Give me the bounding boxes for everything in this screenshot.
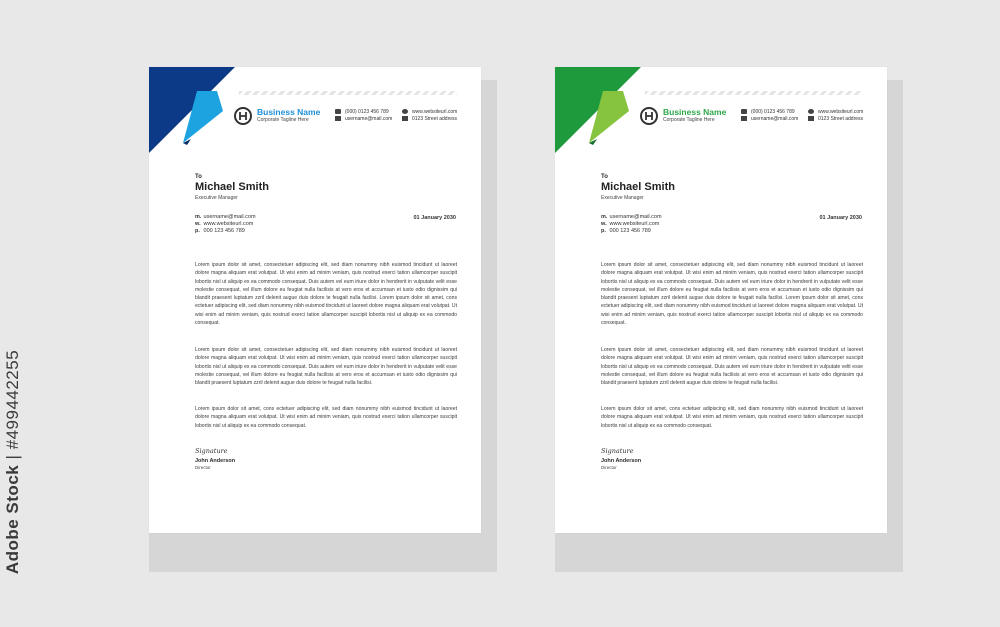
to-label: To xyxy=(195,174,202,180)
header-phone: (000) 0123 456 789 xyxy=(335,109,389,115)
body-paragraph: Lorem ipsum dolor sit amet, consectetuer adipiscing elit, sed diam nonummy nibh euismod tincidunt ut laoreet dolore magna aliquam erat volutpat. Ut wisi enim ad minim veniam, quis nostrud exerci tation ullamcorper suscipit lobortis nisl ut aliquip ex ea commodo consequat. Duis autem vel eum iriure dolor in hendrerit in vulputate velit esse molestie consequat, vel illum dolore eu feugiat nulla facilisis at vero eros et accumsan et iusto odio dignissim qui blandit praesent luptatum zzril delenit augue duis dolore te feugait nulla facilisi. xyxy=(601,347,863,387)
mail-icon xyxy=(741,116,747,121)
letterhead-page-blue xyxy=(149,67,481,533)
letterhead-page-green xyxy=(555,67,887,533)
business-tagline: Corporate Tagline Here xyxy=(257,117,309,123)
recipient-website: w. www.websiteurl.com xyxy=(195,221,254,227)
recipient-email: m. username@mail.com xyxy=(195,214,256,220)
to-label: To xyxy=(601,174,608,180)
header-email: username@mail.com xyxy=(335,116,392,122)
header-stripe xyxy=(239,91,457,95)
company-logo-icon xyxy=(234,107,252,125)
recipient-title: Executive Manager xyxy=(195,195,238,201)
business-name: Business Name xyxy=(257,107,321,117)
phone-icon xyxy=(335,109,341,114)
signer-title: Director xyxy=(601,465,617,470)
recipient-email: m. username@mail.com xyxy=(601,214,662,220)
header-email: username@mail.com xyxy=(741,116,798,122)
body-paragraph: Lorem ipsum dolor sit amet, consectetuer adipiscing elit, sed diam nonummy nibh euismod tincidunt ut laoreet dolore magna aliquam erat volutpat. Ut wisi enim ad minim veniam, quis nostrud exerci tation ullamcorper suscipit lobortis nisl ut aliquip ex ea commodo consequat. Duis autem vel eum iriure dolor in hendrerit in vulputate velit esse molestie consequat, vel illum dolore eu feugiat nulla facilisis at vero eros et accumsan et iusto odio dignissim qui blandit praesent luptatum zzril delenit augue duis dolore te feugait nulla facilisi. Lorem ipsum dolor sit amet, cons ectetuer adipiscing elit, sed diam nonummy nibh euismod tincidunt ut laoreet dolore magna aliquam erat volutpat. Ut wisi enim ad minim veniam, quis nostrud exerci tation ullamcorper suscipit lobortis nisl ut aliquip ex ea commodo consequat. xyxy=(195,262,457,327)
recipient-phone: p. 000 123 456 789 xyxy=(195,228,245,234)
business-name: Business Name xyxy=(663,107,727,117)
globe-icon xyxy=(402,109,408,114)
body-paragraph: Lorem ipsum dolor sit amet, consectetuer adipiscing elit, sed diam nonummy nibh euismod tincidunt ut laoreet dolore magna aliquam erat volutpat. Ut wisi enim ad minim veniam, quis nostrud exerci tation ullamcorper suscipit lobortis nisl ut aliquip ex ea commodo consequat. Duis autem vel eum iriure dolor in hendrerit in vulputate velit esse molestie consequat, vel illum dolore eu feugiat nulla facilisis at vero eros et accumsan et iusto odio dignissim qui blandit praesent luptatum zzril delenit augue duis dolore te feugait nulla facilisi. xyxy=(195,347,457,387)
body-paragraph: Lorem ipsum dolor sit amet, cons ectetuer adipiscing elit, sed diam nonummy nibh euismod tincidunt ut laoreet dolore magna aliquam erat volutpat. Ut wisi enim ad minim veniam, quis nostrud exerci tation ullamcorper suscipit lobortis nisl ut aliquip ex ea commodo consequat. xyxy=(195,406,457,429)
letter-date: 01 January 2030 xyxy=(413,215,456,221)
header-website: www.websiteurl.com xyxy=(402,109,457,115)
header-address: 0123 Street address xyxy=(808,116,863,122)
mail-icon xyxy=(335,116,341,121)
recipient-phone: p. 000 123 456 789 xyxy=(601,228,651,234)
company-logo-icon xyxy=(640,107,658,125)
signer-name: John Anderson xyxy=(195,458,236,464)
body-paragraph: Lorem ipsum dolor sit amet, consectetuer adipiscing elit, sed diam nonummy nibh euismod tincidunt ut laoreet dolore magna aliquam erat volutpat. Ut wisi enim ad minim veniam, quis nostrud exerci tation ullamcorper suscipit lobortis nisl ut aliquip ex ea commodo consequat. Duis autem vel eum iriure dolor in hendrerit in vulputate velit esse molestie consequat, vel illum dolore eu feugiat nulla facilisis at vero eros et accumsan et iusto odio dignissim qui blandit praesent luptatum zzril delenit augue duis dolore te feugait nulla facilisi. Lorem ipsum dolor sit amet, cons ectetuer adipiscing elit, sed diam nonummy nibh euismod tincidunt ut laoreet dolore magna aliquam erat volutpat. Ut wisi enim ad minim veniam, quis nostrud exerci tation ullamcorper suscipit lobortis nisl ut aliquip ex ea commodo consequat. xyxy=(601,262,863,327)
signer-name: John Anderson xyxy=(601,458,642,464)
header-website: www.websiteurl.com xyxy=(808,109,863,115)
body-paragraph: Lorem ipsum dolor sit amet, cons ectetuer adipiscing elit, sed diam nonummy nibh euismod tincidunt ut laoreet dolore magna aliquam erat volutpat. Ut wisi enim ad minim veniam, quis nostrud exerci tation ullamcorper suscipit lobortis nisl ut aliquip ex ea commodo consequat. xyxy=(601,406,863,429)
business-tagline: Corporate Tagline Here xyxy=(663,117,715,123)
signature-script: Signature xyxy=(601,447,634,455)
home-icon xyxy=(402,116,408,121)
header-address: 0123 Street address xyxy=(402,116,457,122)
signer-title: Director xyxy=(195,465,211,470)
recipient-name: Michael Smith xyxy=(195,181,269,193)
header-stripe xyxy=(645,91,863,95)
phone-icon xyxy=(741,109,747,114)
stock-watermark-label: Adobe Stock | #499442255 xyxy=(3,349,22,575)
header-phone: (000) 0123 456 789 xyxy=(741,109,795,115)
signature-script: Signature xyxy=(195,447,228,455)
recipient-name: Michael Smith xyxy=(601,181,675,193)
recipient-website: w. www.websiteurl.com xyxy=(601,221,660,227)
letter-date: 01 January 2030 xyxy=(819,215,862,221)
corner-ribbon-graphic xyxy=(555,67,645,157)
home-icon xyxy=(808,116,814,121)
recipient-title: Executive Manager xyxy=(601,195,644,201)
corner-ribbon-graphic xyxy=(149,67,239,157)
globe-icon xyxy=(808,109,814,114)
